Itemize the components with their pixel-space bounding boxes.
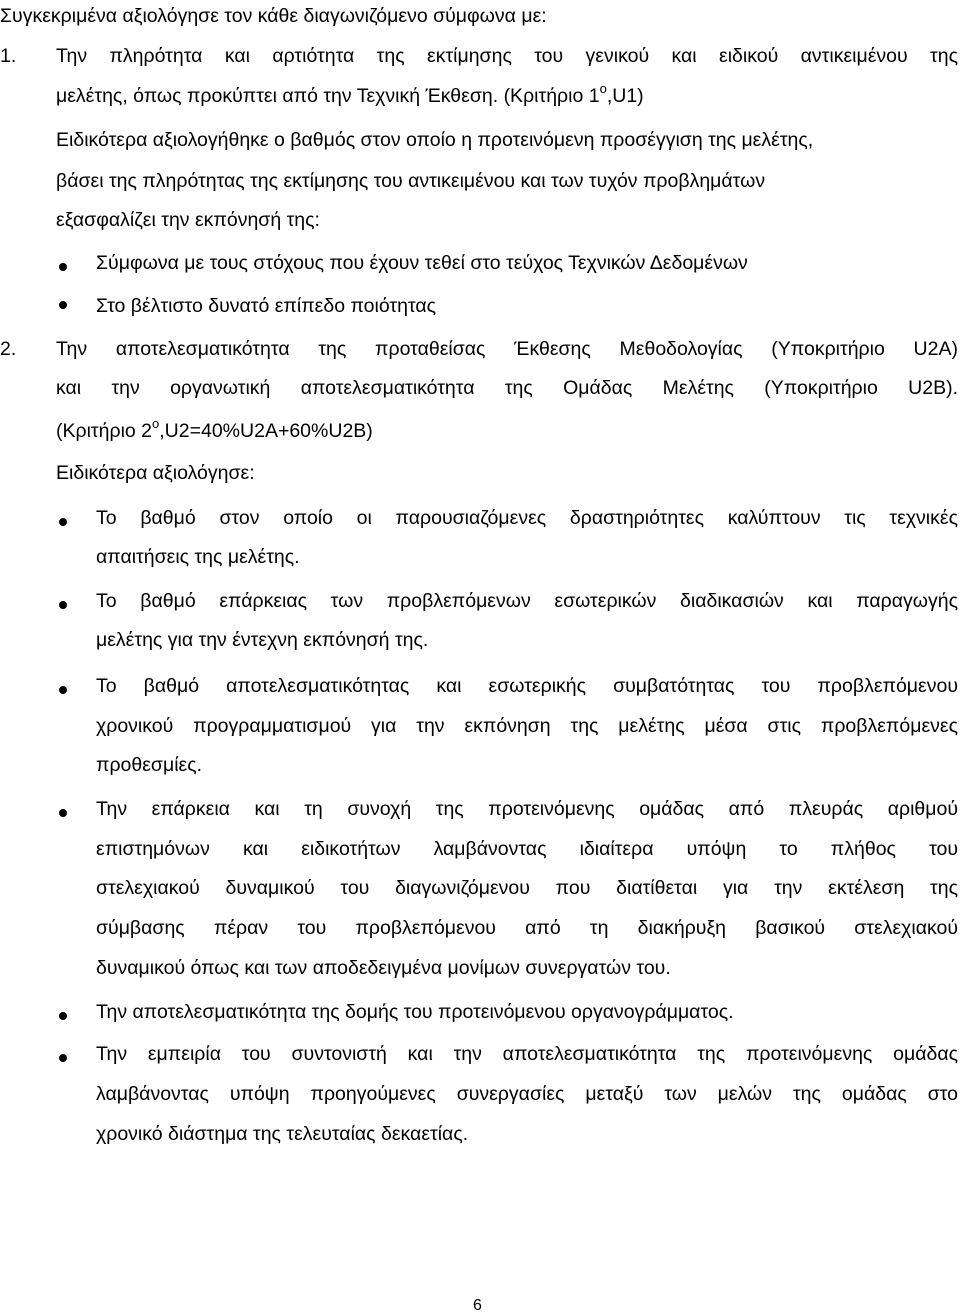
item-2-bullet-6-line-2: λαμβάνοντας υπόψη προηγούμενες συνεργασίες μεταξύ των μελών της ομάδας στο bbox=[96, 1083, 958, 1105]
item-2-line-1: Την αποτελεσματικότητα της προταθείσας Έκθεσης Μεθοδολογίας (Υποκριτήριο U2A) bbox=[56, 338, 958, 360]
item-2-detail-intro: Ειδικότερα αξιολόγησε: bbox=[56, 462, 255, 484]
item-1-number: 1. bbox=[0, 45, 17, 67]
item-2-bullet-6-line-1: Την εμπειρία του συντονιστή και την αποτελεσματικότητα της προτεινόμενης ομάδας bbox=[96, 1043, 958, 1065]
page-number: 6 bbox=[473, 1297, 482, 1314]
item-1-line-2-main: μελέτης, όπως προκύπτει από την Τεχνική Έκθεση. bbox=[56, 85, 499, 107]
intro-text: Συγκεκριμένα αξιολόγησε τον κάθε διαγωνιζόμενο σύμφωνα με: bbox=[0, 5, 547, 27]
item-2-bullet-2-line-2: μελέτης για την έντεχνη εκπόνησή της. bbox=[96, 629, 429, 651]
item-2-bullet-4-line-2: επιστημόνων και ειδικοτήτων λαμβάνοντας ιδιαίτερα υπόψη το πλήθος του bbox=[96, 838, 958, 860]
item-2-bullet-4-line-4: σύμβασης πέραν του προβλεπόμενου από τη διακήρυξη βασικού στελεχιακού bbox=[96, 917, 958, 939]
item-2-number: 2. bbox=[0, 338, 17, 360]
item-1-bullet-1: Σύμφωνα με τους στόχους που έχουν τεθεί στο τεύχος Τεχνικών Δεδομένων bbox=[96, 252, 748, 274]
item-2-line-2: και την οργανωτική αποτελεσματικότητα της Ομάδας Μελέτης (Υποκριτήριο U2B). bbox=[56, 377, 958, 399]
item-2-bullet-5-line-1: Την αποτελεσματικότητα της δομής του προτεινόμενου οργανογράμματος. bbox=[96, 1001, 734, 1023]
bullet-icon bbox=[59, 518, 67, 526]
bullet-icon bbox=[59, 809, 67, 817]
item-1-line-1: Την πληρότητα και αρτιότητα της εκτίμησης του γενικού και ειδικού αντικειμένου της bbox=[56, 45, 958, 67]
item-1-detail-line-2: βάσει της πληρότητας της εκτίμησης του αντικειμένου και των τυχόν προβλημάτων bbox=[56, 170, 766, 192]
item-2-bullet-4-line-3: στελεχιακού δυναμικού του διαγωνιζόμενου που διατίθεται για την εκτέλεση της bbox=[96, 877, 958, 899]
bullet-icon bbox=[59, 1012, 67, 1020]
item-2-bullet-2-line-1: Το βαθμό επάρκειας των προβλεπόμενων εσωτερικών διαδικασιών και παραγωγής bbox=[96, 590, 958, 612]
item-2-bullet-4-line-5: δυναμικού όπως και των αποδεδειγμένα μονίμων συνεργατών του. bbox=[96, 957, 671, 979]
item-2-bullet-3-line-2: χρονικού προγραμματισμού για την εκπόνηση της μελέτης μέσα στις προβλεπόμενες bbox=[96, 715, 958, 737]
bullet-icon bbox=[59, 601, 67, 609]
criterion-1: (Κριτήριο $1^o,U1$) bbox=[503, 81, 644, 107]
bullet-icon bbox=[59, 1054, 67, 1062]
item-1-detail-line-3: εξασφαλίζει την εκπόνησή της: bbox=[56, 209, 320, 231]
item-1-detail-line-1: Ειδικότερα αξιολογήθηκε ο βαθμός στον οποίο η προτεινόμενη προσέγγιση της μελέτης, bbox=[56, 129, 814, 151]
bullet-icon bbox=[59, 686, 67, 694]
bullet-icon bbox=[59, 263, 67, 271]
criterion-2: (Κριτήριο $2^o,U2=40\%U2A+60\%U2B$) bbox=[56, 416, 373, 442]
item-2-bullet-3-line-1: Το βαθμό αποτελεσματικότητας και εσωτερικής συμβατότητας του προβλεπόμενου bbox=[96, 675, 958, 697]
item-2-bullet-1-line-1: Το βαθμό στον οποίο οι παρουσιαζόμενες δραστηριότητες καλύπτουν τις τεχνικές bbox=[96, 507, 958, 529]
bullet-icon bbox=[59, 301, 67, 309]
item-1-bullet-2: Στο βέλτιστο δυνατό επίπεδο ποιότητας bbox=[96, 295, 437, 317]
item-1-line-2 bbox=[56, 81, 644, 108]
item-2-bullet-6-line-3: χρονικό διάστημα της τελευταίας δεκαετίας. bbox=[96, 1123, 469, 1145]
item-2-bullet-4-line-1: Την επάρκεια και τη συνοχή της προτεινόμενης ομάδας από πλευράς αριθμού bbox=[96, 798, 958, 820]
item-2-bullet-3-line-3: προθεσμίες. bbox=[96, 754, 203, 776]
item-2-bullet-1-line-2: απαιτήσεις της μελέτης. bbox=[96, 546, 300, 568]
